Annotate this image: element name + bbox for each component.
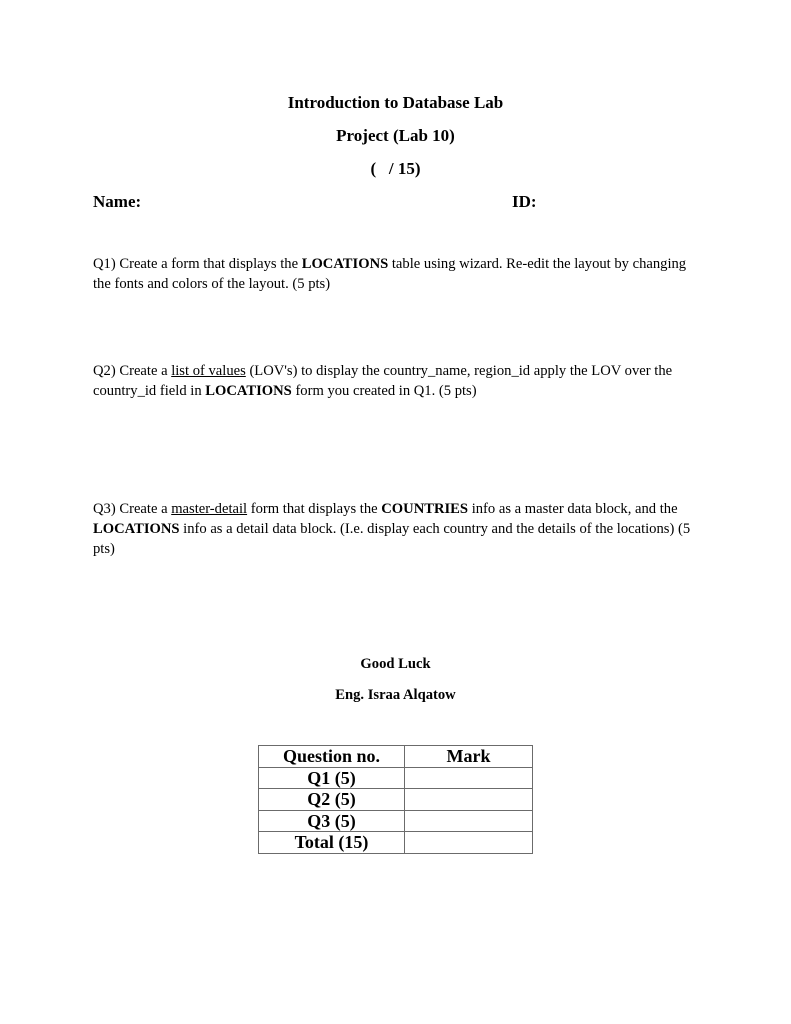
- table-header-question: Question no.: [259, 746, 405, 768]
- question-text: form that displays the: [247, 501, 382, 517]
- question-text: Q3) Create a: [93, 501, 172, 517]
- question-text: (LOV's) to display the country_name, region_id apply the LOV over the country_id field in: [93, 363, 673, 399]
- table-row: [259, 832, 533, 854]
- question-keyword: LOCATIONS: [301, 256, 389, 272]
- name-label: Name:: [93, 192, 142, 211]
- table-header-row: [259, 746, 533, 768]
- document-subtitle: Project (Lab 10): [336, 126, 455, 145]
- question-text: info as a detail data block. (I.e. display each country and the details of the locations) (5 pts): [93, 521, 691, 557]
- question-keyword: LOCATIONS: [93, 521, 180, 537]
- table-row: [259, 789, 533, 811]
- document-title: Introduction to Database Lab: [287, 93, 504, 112]
- table-row: [259, 767, 533, 789]
- question-text: form you created in Q1. (5 pts): [291, 383, 477, 399]
- table-cell-mark: [405, 767, 533, 789]
- table-cell-mark: [405, 789, 533, 811]
- total-score: ( / 15): [370, 159, 421, 178]
- table-cell-question: Q2 (5): [259, 789, 405, 811]
- table-row: [259, 810, 533, 832]
- question-2: [93, 361, 703, 401]
- instructor-name: Eng. Israa Alqatow: [335, 687, 456, 703]
- id-label: ID:: [512, 192, 537, 211]
- table-cell-question: Q1 (5): [259, 767, 405, 789]
- grade-table: [258, 745, 533, 854]
- question-keyword: LOCATIONS: [205, 383, 292, 399]
- question-3: [93, 499, 703, 559]
- question-keyword: COUNTRIES: [381, 501, 469, 517]
- table-header-mark: Mark: [405, 746, 533, 768]
- question-term: list of values: [171, 363, 246, 379]
- question-term: master-detail: [171, 501, 248, 517]
- good-luck-text: Good Luck: [360, 656, 431, 672]
- table-cell-question: Total (15): [259, 832, 405, 854]
- question-text: Q2) Create a: [93, 363, 172, 379]
- table-cell-mark: [405, 832, 533, 854]
- question-text: Q1) Create a form that displays the: [93, 256, 302, 272]
- question-1: [93, 254, 703, 294]
- table-cell-mark: [405, 810, 533, 832]
- question-text: info as a master data block, and the: [468, 501, 678, 517]
- question-text: table using wizard. Re-edit the layout by changing the fonts and colors of the layout. (5 pts): [93, 256, 687, 292]
- table-cell-question: Q3 (5): [259, 810, 405, 832]
